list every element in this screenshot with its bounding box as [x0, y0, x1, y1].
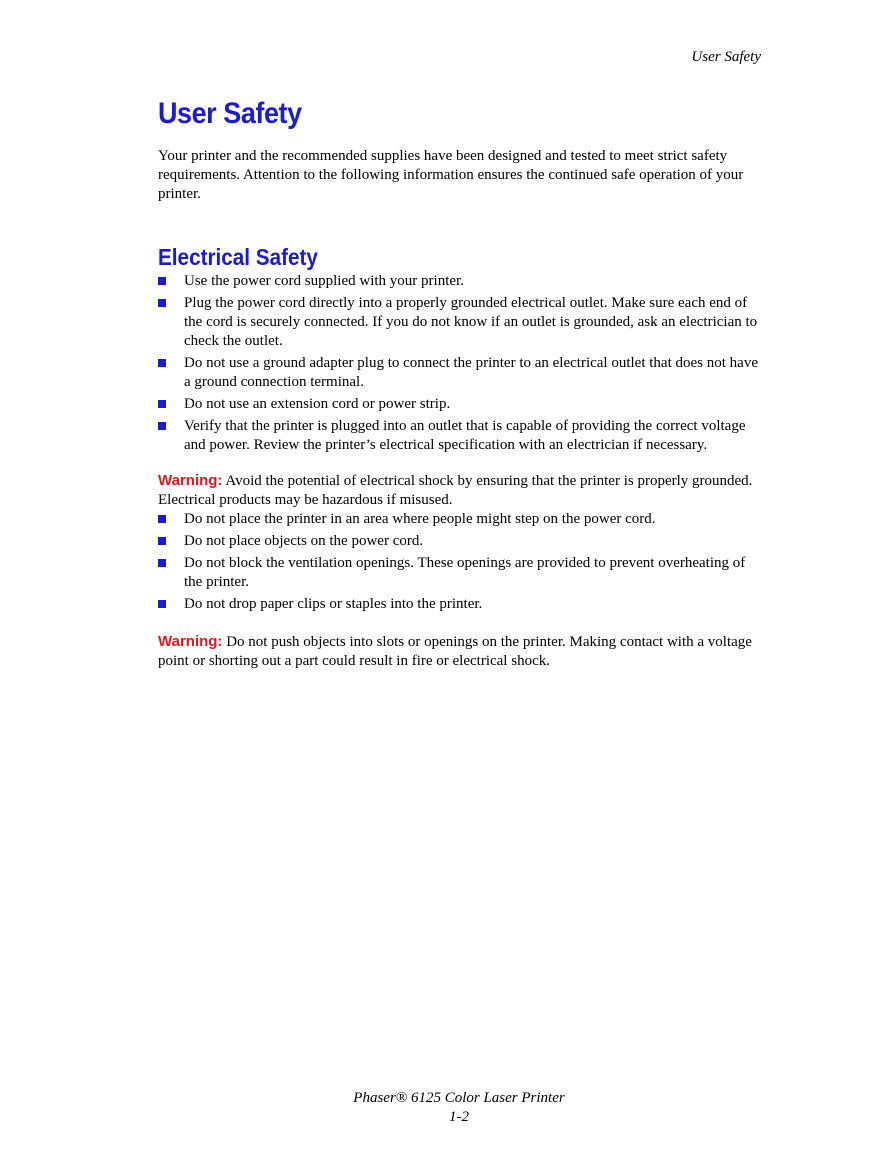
list-item — [158, 354, 762, 392]
warning-label: Warning: — [158, 472, 223, 489]
list-item-text: Do not drop paper clips or staples into the printer. — [184, 596, 483, 612]
electrical-list-2 — [158, 510, 762, 614]
square-bullet-icon — [158, 299, 166, 307]
list-item — [158, 417, 762, 455]
list-item — [158, 272, 762, 291]
electrical-list-1 — [158, 272, 762, 455]
list-item-text: Do not use a ground adapter plug to connect the printer to an electrical outlet that does not have a ground connection terminal. — [184, 355, 758, 390]
page-title: User Safety — [158, 97, 302, 130]
square-bullet-icon — [158, 515, 166, 523]
intro-paragraph: Your printer and the recommended supplies have been designed and tested to meet strict safety requirements. Attention to the following information ensures the continued safe operation of your printer. — [158, 148, 744, 202]
list-item-text: Do not place objects on the power cord. — [184, 533, 424, 549]
list-item-text: Do not place the printer in an area where people might step on the power cord. — [184, 511, 656, 527]
square-bullet-icon — [158, 359, 166, 367]
list-item — [158, 395, 762, 414]
warning-text: Avoid the potential of electrical shock by ensuring that the printer is properly grounded. Electrical products may be hazardous if misused. — [158, 473, 753, 508]
square-bullet-icon — [158, 400, 166, 408]
list-item — [158, 510, 762, 529]
footer-page-number: 1-2 — [449, 1109, 469, 1125]
square-bullet-icon — [158, 600, 166, 608]
warning-note-2 — [158, 632, 762, 671]
list-item-text: Plug the power cord directly into a properly grounded electrical outlet. Make sure each end of the cord is securely connected. If you do not know if an outlet is grounded, ask an electrician to check the outlet. — [184, 295, 758, 349]
warning-text: Do not push objects into slots or openings on the printer. Making contact with a voltage point or shorting out a part could result in fire or electrical shock. — [158, 634, 752, 669]
warning-label: Warning: — [158, 633, 223, 650]
list-item-text: Do not use an extension cord or power strip. — [184, 396, 451, 412]
section-heading-electrical-safety: Electrical Safety — [158, 244, 318, 270]
square-bullet-icon — [158, 537, 166, 545]
list-item-text: Verify that the printer is plugged into an outlet that is capable of providing the correct voltage and power. Review the printer’s electrical specification with an electrician if necessary. — [184, 418, 746, 453]
warning-note-1 — [158, 471, 762, 510]
footer-product-name: Phaser® 6125 Color Laser Printer — [353, 1090, 565, 1106]
list-item — [158, 554, 762, 592]
square-bullet-icon — [158, 277, 166, 285]
list-item — [158, 532, 762, 551]
running-header: User Safety — [691, 49, 761, 65]
list-item-text: Use the power cord supplied with your printer. — [184, 273, 464, 289]
running-footer — [0, 1089, 893, 1127]
list-item-text: Do not block the ventilation openings. These openings are provided to prevent overheating of the printer. — [184, 555, 746, 590]
page-content — [158, 95, 762, 671]
square-bullet-icon — [158, 559, 166, 567]
list-item — [158, 294, 762, 351]
square-bullet-icon — [158, 422, 166, 430]
list-item — [158, 595, 762, 614]
